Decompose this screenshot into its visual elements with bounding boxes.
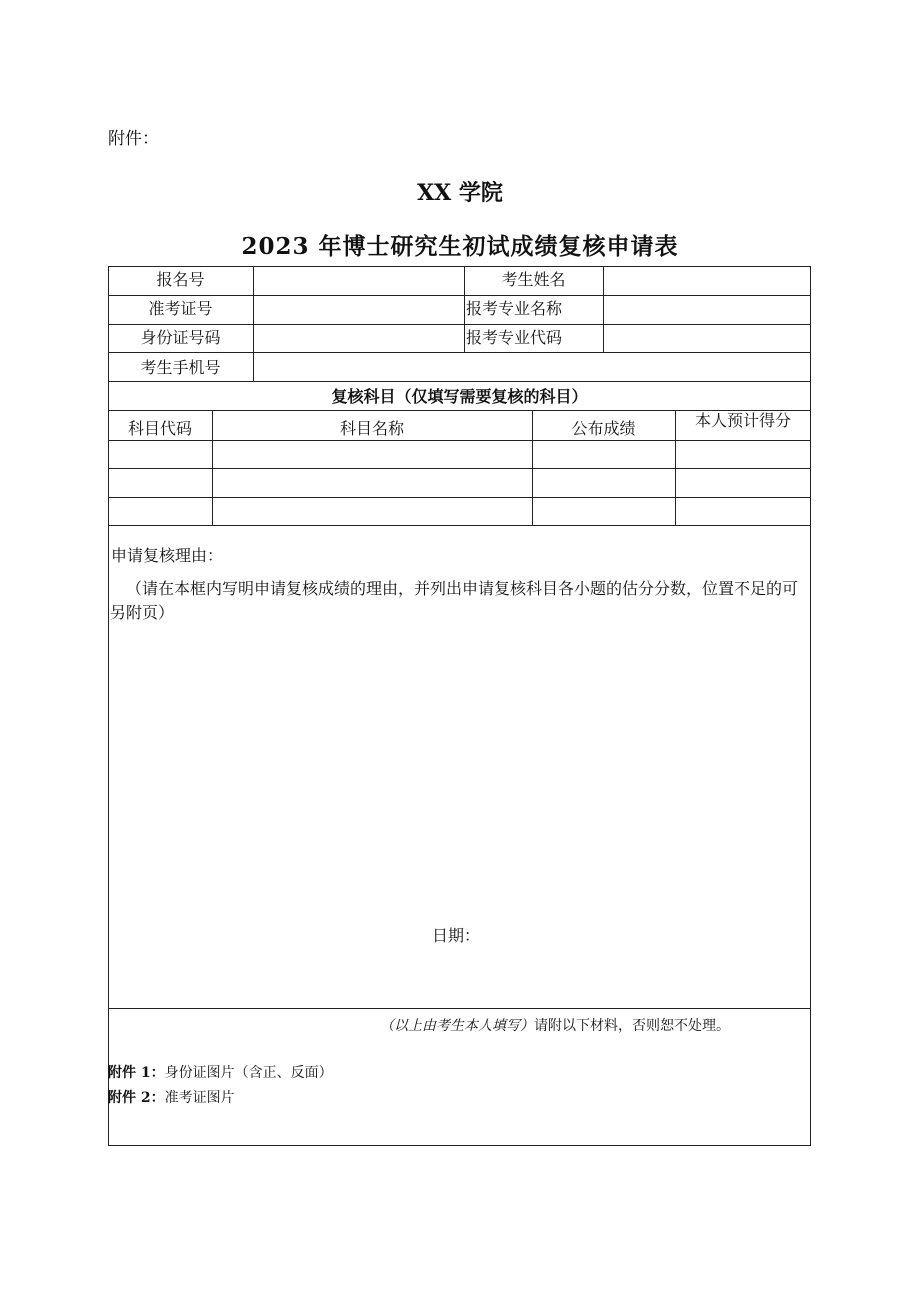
date-label: 日期： xyxy=(432,926,481,945)
reason-text-area[interactable] xyxy=(109,630,810,910)
major-code-field[interactable] xyxy=(603,324,811,352)
phone-label: 考生手机号 xyxy=(140,358,221,377)
candidate-name-field[interactable] xyxy=(603,266,811,295)
col-subject-code: 科目代码 xyxy=(127,419,192,438)
attachment-item xyxy=(108,1087,235,1107)
admission-no-label: 准考证号 xyxy=(148,299,213,318)
grid-line xyxy=(108,525,811,526)
reason-label: 申请复核理由： xyxy=(111,546,224,565)
col-expected-score: 本人预计得分 xyxy=(694,411,791,430)
school-name: XX 学院 xyxy=(417,180,503,206)
id-no-field[interactable] xyxy=(253,324,464,352)
footer-note-italic: （以上由考生本人填写） xyxy=(380,1018,534,1034)
review-section-heading: 复核科目（仅填写需要复核的科目） xyxy=(331,387,588,406)
id-no-label: 身份证号码 xyxy=(140,328,221,347)
attachment-label: 附件： xyxy=(108,129,159,149)
reg-no-field[interactable] xyxy=(253,266,464,295)
expected-score-cell[interactable] xyxy=(676,469,810,496)
col-subject-name: 科目名称 xyxy=(339,419,404,438)
subject-code-cell[interactable] xyxy=(109,498,211,524)
attachment-number: 附件 1： xyxy=(108,1065,165,1081)
attachment-number: 附件 2： xyxy=(108,1090,165,1106)
published-score-cell[interactable] xyxy=(533,498,674,524)
subject-name-cell[interactable] xyxy=(213,469,531,496)
col-published-score: 公布成绩 xyxy=(571,419,636,438)
subject-code-cell[interactable] xyxy=(109,469,211,496)
admission-no-field[interactable] xyxy=(253,295,464,324)
major-name-label: 报考专业名称 xyxy=(466,299,563,318)
attachment-text: 准考证图片 xyxy=(164,1090,235,1106)
reason-hint: （请在本框内写明申请复核成绩的理由，并列出申请复核科目各小题的估分分数，位置不足的可另附页） xyxy=(110,579,799,622)
footer-note-rest: 请附以下材料，否则恕不处理。 xyxy=(534,1018,730,1034)
footer-note xyxy=(380,1015,730,1035)
grid-line xyxy=(108,381,811,382)
subject-name-cell[interactable] xyxy=(213,498,531,524)
major-code-label: 报考专业代码 xyxy=(466,328,563,347)
expected-score-cell[interactable] xyxy=(676,498,810,524)
grid-line xyxy=(108,1008,811,1009)
phone-field[interactable] xyxy=(253,352,811,381)
attachment-item xyxy=(108,1062,333,1082)
major-name-field[interactable] xyxy=(603,295,811,324)
published-score-cell[interactable] xyxy=(533,441,674,468)
subject-name-cell[interactable] xyxy=(213,441,531,468)
published-score-cell[interactable] xyxy=(533,469,674,496)
subject-code-cell[interactable] xyxy=(109,441,211,468)
form-title: 2023 年博士研究生初试成绩复核申请表 xyxy=(241,233,679,260)
reg-no-label: 报名号 xyxy=(156,270,205,289)
attachment-text: 身份证图片（含正、反面） xyxy=(164,1065,333,1081)
candidate-name-label: 考生姓名 xyxy=(501,270,566,289)
expected-score-cell[interactable] xyxy=(676,441,810,468)
